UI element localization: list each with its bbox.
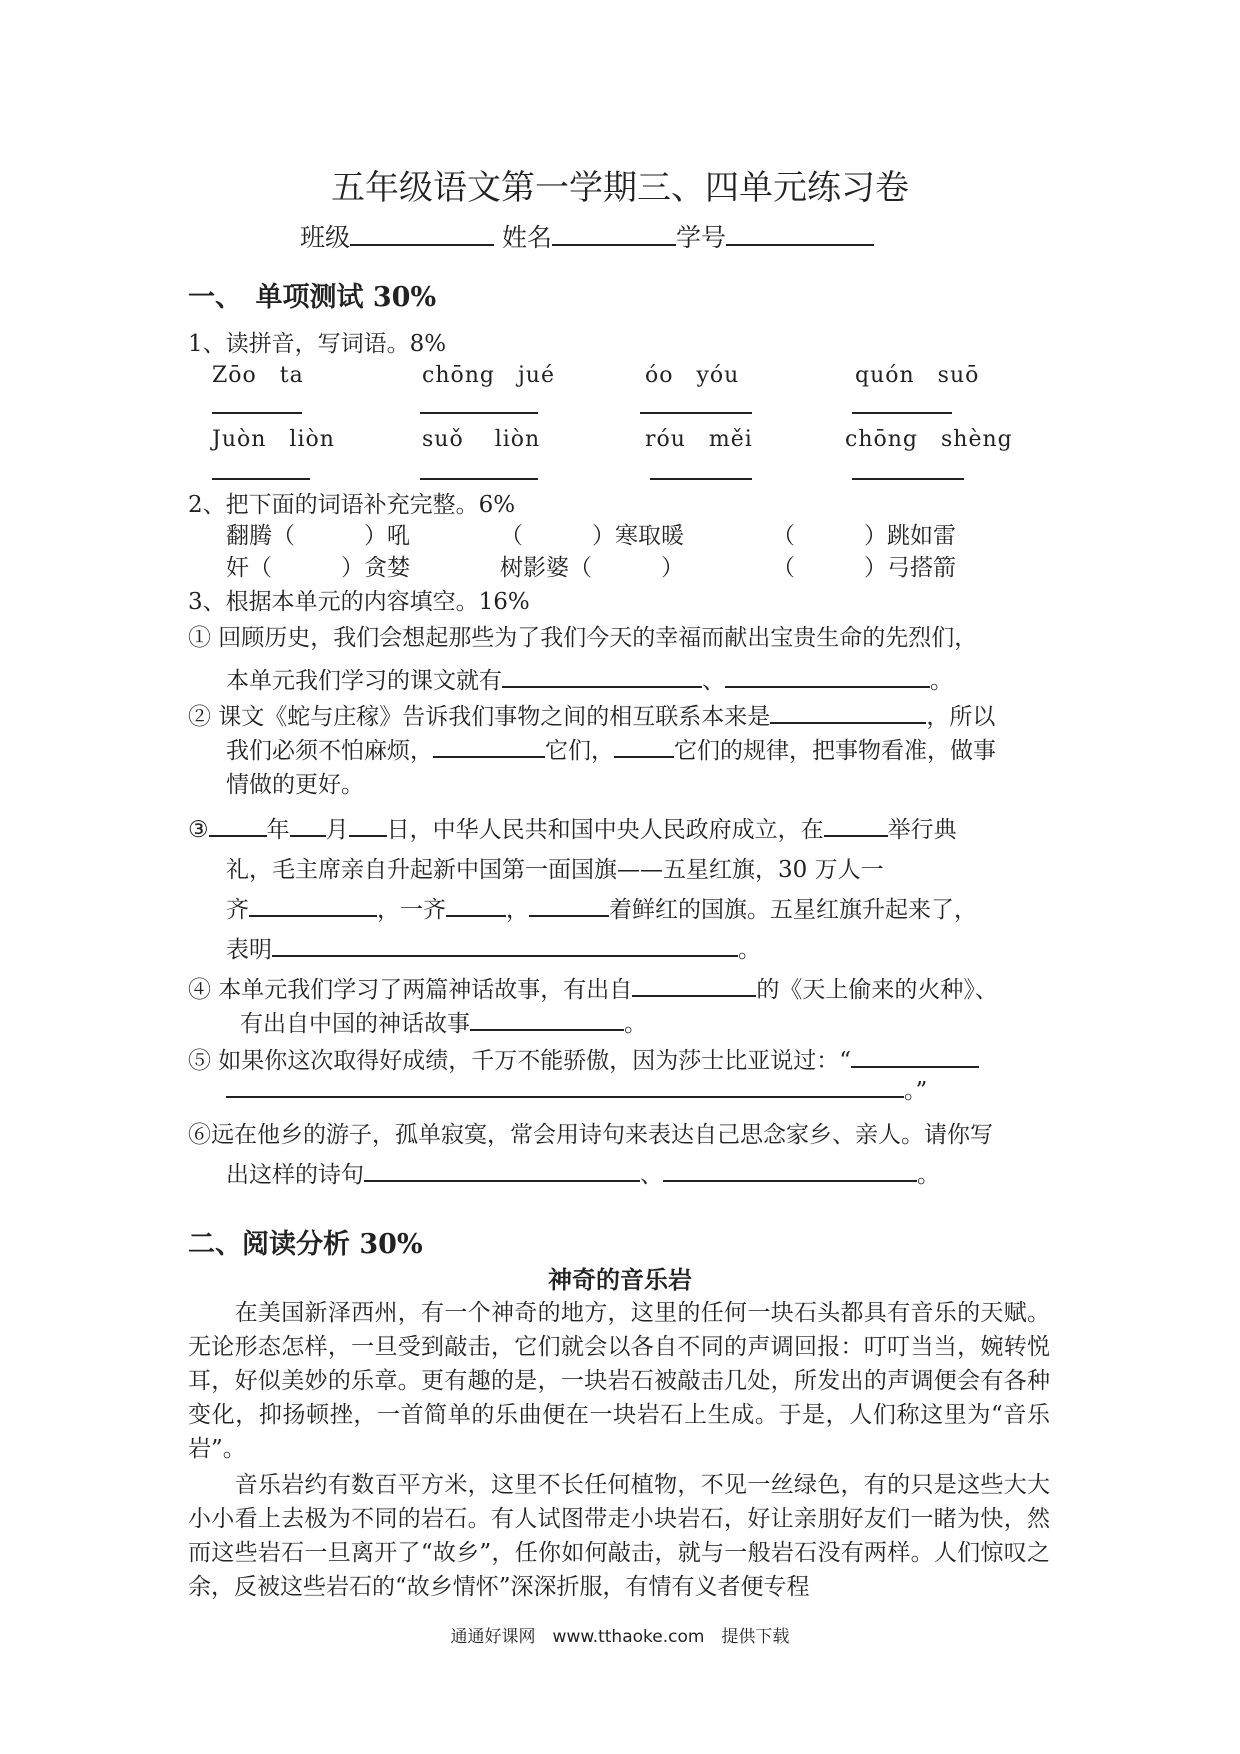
fill-blank <box>502 664 702 688</box>
answer-line <box>852 478 964 480</box>
item-3-text: ，一齐 <box>377 897 446 923</box>
idiom-4: 奸（ ）贪婪 <box>226 555 410 581</box>
pinyin-1-2: chōng jué <box>422 363 555 388</box>
item-4-line-2 <box>240 1005 647 1038</box>
id-label: 学号 <box>675 223 726 252</box>
pinyin-2-1: Juòn liòn <box>212 427 335 452</box>
end-mark: 。 <box>930 668 953 694</box>
item-5-line-2 <box>226 1072 927 1105</box>
pinyin-1-1: Zōo ta <box>212 363 304 388</box>
item-2-text: 它们的规律，把事物看准，做事 <box>674 738 996 764</box>
fill-blank <box>209 813 267 837</box>
item-2-text: 它们， <box>545 738 614 764</box>
answer-line <box>212 478 310 480</box>
answer-line <box>420 478 538 480</box>
name-blank <box>552 218 676 246</box>
answer-line <box>640 412 752 414</box>
item-3-text: ， <box>506 897 529 923</box>
item-6-text: 出这样的诗句 <box>226 1162 364 1188</box>
idiom-2: （ ）寒取暖 <box>500 523 684 549</box>
item-4-text: 的《天上偷来的火种》、 <box>756 977 998 1003</box>
reading-paragraph-2: 音乐岩约有数百平方米，这里不长任何植物，不见一丝绿色，有的只是这些大大小小看上去极为不同的岩石。有人试图带走小块岩石，好让亲朋好友们一睹为快，然而这些岩石一旦离开了“故乡”，任你如何敲击，就与一般岩石没有两样。人们惊叹之余，反被这些岩石的“故乡情怀”深深折服，有情有义者便专程 <box>188 1472 1050 1600</box>
question-2: 2、把下面的词语补充完整。6% <box>188 492 516 518</box>
pinyin-2-2: suǒ liòn <box>422 427 541 452</box>
page-footer: 通通好课网 www.tthaoke.com 提供下载 <box>450 1627 790 1647</box>
item-6-line-1: ⑥远在他乡的游子，孤单寂寞，常会用诗句来表达自己思念家乡、亲人。请你写 <box>188 1122 993 1148</box>
idiom-3: （ ）跳如雷 <box>772 523 956 549</box>
item-1-line-2 <box>226 662 953 695</box>
fill-blank <box>249 893 377 917</box>
fill-blank <box>470 1007 624 1031</box>
reading-paragraph-1: 在美国新泽西州，有一个神奇的地方，这里的任何一块石头都具有音乐的天赋。无论形态怎样，一旦受到敲击，它们就会以各自不同的声调回报：叮叮当当，婉转悦耳，好似美妙的乐章。更有趣的是，一块岩石被敲击几处，所发出的声调便会有各种变化，抑扬顿挫，一首简单的乐曲便在一块岩石上生成。于是，人们称这里为“音乐岩”。 <box>188 1300 1050 1462</box>
item-3-number: ③ <box>188 817 209 843</box>
item-2-line-2 <box>226 732 996 765</box>
answer-line <box>852 412 952 414</box>
separator: 、 <box>702 668 725 694</box>
item-4-text: ④ 本单元我们学习了两篇神话故事，有出自 <box>188 977 633 1003</box>
idiom-5: 树影婆（ ） <box>500 555 684 581</box>
item-3-line-2: 礼，毛主席亲自升起新中国第一面国旗——五星红旗，30 万人一 <box>226 857 884 883</box>
question-3: 3、根据本单元的内容填空。16% <box>188 589 530 615</box>
reading-title: 神奇的音乐岩 <box>548 1265 692 1294</box>
idiom-6: （ ）弓搭箭 <box>772 555 956 581</box>
item-3-text: 齐 <box>226 897 249 923</box>
pinyin-1-4: quón suō <box>855 363 980 388</box>
end-mark: 。 <box>917 1162 940 1188</box>
fill-blank <box>433 734 545 758</box>
item-2-line-1 <box>188 698 995 731</box>
end-mark: 。” <box>904 1078 928 1104</box>
answer-line <box>420 412 538 414</box>
section-1-heading: 一、 单项测试 30% <box>188 282 437 313</box>
item-3-text: 举行典 <box>887 817 957 843</box>
item-5-text: ⑤ 如果你这次取得好成绩，千万不能骄傲，因为莎士比亚说过：“ <box>188 1048 852 1074</box>
fill-blank <box>632 973 756 997</box>
item-2-text: 我们必须不怕麻烦， <box>226 738 433 764</box>
end-mark: 。 <box>624 1011 647 1037</box>
month-text: 月 <box>325 817 349 843</box>
item-3-line-3 <box>226 891 977 924</box>
item-1-line-1: ① 回顾历史，我们会想起那些为了我们今天的幸福而献出宝贵生命的先烈们， <box>188 625 978 651</box>
pinyin-2-3: róu měi <box>645 427 753 452</box>
fill-blank <box>364 1158 640 1182</box>
class-blank <box>350 218 494 246</box>
question-1: 1、读拼音，写词语。8% <box>188 331 447 357</box>
fill-blank <box>614 734 674 758</box>
item-3-text: 表明 <box>226 937 272 963</box>
item-3-line-4 <box>226 931 761 964</box>
item-6-line-2 <box>226 1156 940 1189</box>
class-label: 班级 <box>300 223 351 252</box>
separator: 、 <box>640 1162 663 1188</box>
end-mark: 。 <box>738 937 761 963</box>
id-blank <box>726 218 874 246</box>
item-1-text: 本单元我们学习的课文就有 <box>226 668 502 694</box>
item-4-text: 有出自中国的神话故事 <box>240 1011 470 1037</box>
fill-blank <box>529 893 609 917</box>
fill-blank <box>725 664 930 688</box>
name-label: 姓名 <box>501 223 552 252</box>
fill-blank <box>770 700 926 724</box>
fill-blank <box>851 1044 979 1068</box>
fill-blank <box>272 933 738 957</box>
item-3-text: 日，中华人民共和国中央人民政府成立，在 <box>386 817 824 843</box>
year-text: 年 <box>266 817 290 843</box>
student-info-line <box>300 218 874 254</box>
answer-line <box>650 478 752 480</box>
item-2-text: ② 课文《蛇与庄稼》告诉我们事物之间的相互联系本来是 <box>188 704 771 730</box>
pinyin-1-3: óo yóu <box>645 363 740 388</box>
answer-line <box>212 412 302 414</box>
fill-blank <box>226 1074 904 1098</box>
item-2-text-end: ，所以 <box>926 704 996 730</box>
fill-blank <box>349 813 387 837</box>
item-2-line-3: 情做的更好。 <box>226 772 364 798</box>
fill-blank <box>290 813 326 837</box>
item-3-line-1 <box>188 811 957 844</box>
idiom-1: 翻腾（ ）吼 <box>226 523 410 549</box>
fill-blank <box>824 813 888 837</box>
item-3-text: 着鲜红的国旗。五星红旗升起来了， <box>609 897 977 923</box>
page-title: 五年级语文第一学期三、四单元练习卷 <box>331 168 909 208</box>
section-2-heading: 二、阅读分析 30% <box>188 1229 423 1260</box>
pinyin-2-4: chōng shèng <box>845 427 1013 452</box>
item-4-line-1 <box>188 971 998 1004</box>
item-5-line-1 <box>188 1042 979 1075</box>
fill-blank <box>446 893 506 917</box>
fill-blank <box>663 1158 917 1182</box>
